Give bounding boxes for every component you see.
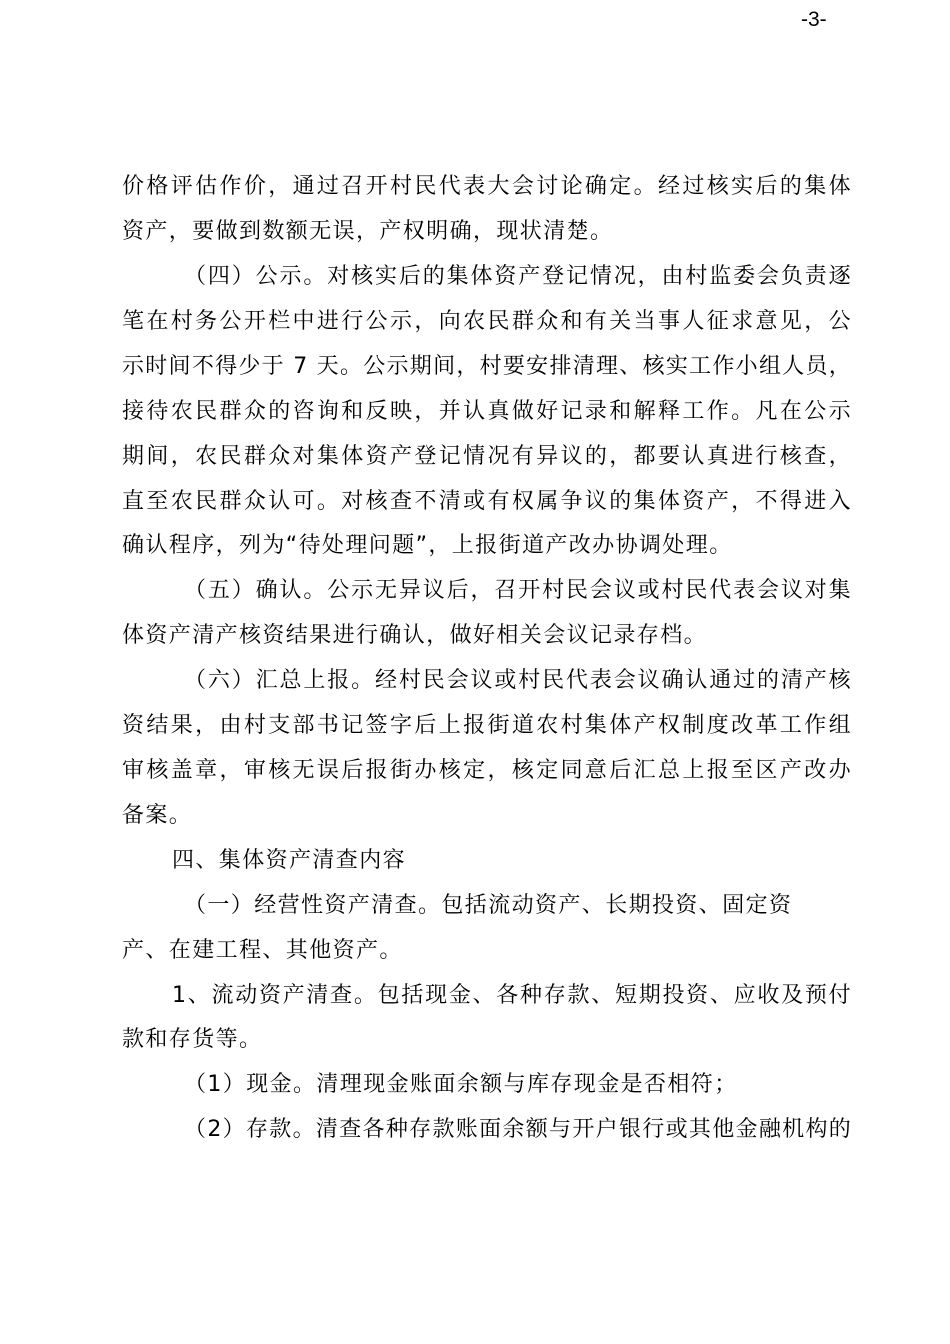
paragraph-line: 接待农民群众的咨询和反映，并认真做好记录和解释工作。凡在公示 bbox=[122, 399, 852, 424]
paragraph-line: 笔在村务公开栏中进行公示，向农民群众和有关当事人征求意见，公 bbox=[122, 309, 852, 334]
paragraph-line: 审核盖章，审核无误后报街办核定，核定同意后汇总上报至区产改办 bbox=[122, 758, 852, 783]
page-number: -3- bbox=[801, 8, 827, 31]
paragraph-line: （六）汇总上报。经村民会议或村民代表会议确认通过的清产核 bbox=[184, 668, 852, 693]
list-item: （2）存款。清查各种存款账面余额与开户银行或其他金融机构的 bbox=[184, 1117, 852, 1142]
paragraph-line: 资产，要做到数额无误，产权明确，现状清楚。 bbox=[122, 219, 614, 244]
paragraph-line: （四）公示。对核实后的集体资产登记情况，由村监委会负责逐 bbox=[184, 264, 852, 289]
paragraph-line: 确认程序，列为“待处理问题”，上报街道产改办协调处理。 bbox=[122, 533, 733, 558]
paragraph-line: 1、流动资产清查。包括现金、各种存款、短期投资、应收及预付 bbox=[172, 983, 852, 1008]
paragraph-line: 直至农民群众认可。对核查不清或有权属争议的集体资产，不得进入 bbox=[122, 489, 852, 514]
section-heading: 四、集体资产清查内容 bbox=[172, 848, 407, 873]
paragraph-line: 产、在建工程、其他资产。 bbox=[122, 938, 403, 963]
paragraph-line: 资结果，由村支部书记签字后上报街道农村集体产权制度改革工作组 bbox=[122, 713, 852, 738]
paragraph-line: （五）确认。公示无异议后，召开村民会议或村民代表会议对集 bbox=[184, 578, 852, 603]
paragraph-line: 体资产清产核资结果进行确认，做好相关会议记录存档。 bbox=[122, 623, 708, 648]
paragraph-line: 价格评估作价，通过召开村民代表大会讨论确定。经过核实后的集体 bbox=[122, 174, 852, 199]
paragraph-line: （一）经营性资产清查。包括流动资产、长期投资、固定资 bbox=[184, 893, 793, 918]
paragraph-line: 款和存货等。 bbox=[122, 1027, 263, 1052]
paragraph-line: 期间，农民群众对集体资产登记情况有异议的，都要认真进行核查， bbox=[122, 444, 852, 469]
list-item: （1）现金。清理现金账面余额与库存现金是否相符； bbox=[184, 1072, 738, 1097]
paragraph-line: 示时间不得少于 7 天。公示期间，村要安排清理、核实工作小组人员， bbox=[122, 354, 852, 379]
paragraph-line: 备案。 bbox=[122, 803, 193, 828]
